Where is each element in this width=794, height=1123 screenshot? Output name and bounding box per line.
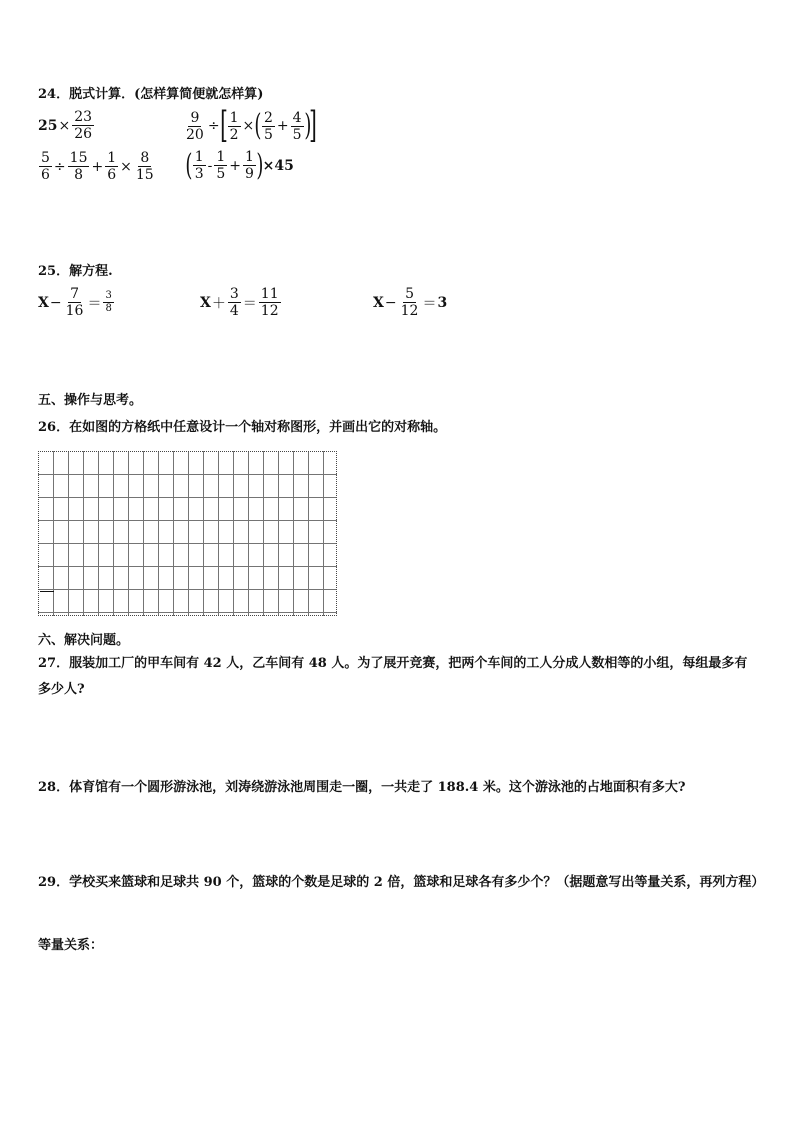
denominator: 5: [263, 126, 273, 143]
denominator: 6: [107, 167, 117, 183]
operator: ＋: [211, 295, 226, 312]
denominator: 12: [260, 303, 279, 319]
variable: X: [200, 294, 211, 311]
denominator: 5: [292, 126, 302, 143]
fraction: [64, 287, 86, 318]
variable: X: [373, 294, 384, 311]
q25-equation-2: [200, 287, 282, 318]
fraction: [399, 287, 421, 318]
operator: +: [91, 158, 104, 175]
fraction: [68, 151, 90, 182]
paren: (: [185, 147, 193, 183]
q24-expression-1: [38, 110, 95, 141]
numerator: 1: [107, 150, 117, 166]
numerator: 9: [190, 109, 200, 126]
denominator: 16: [65, 303, 84, 319]
multiplier: ×45: [262, 157, 294, 174]
q28-text: 28．体育馆有一个圆形游泳池，刘涛绕游泳池周围走一圈，一共走了 188.4 米。这个游泳池的占地面积有多大?: [38, 780, 686, 795]
denominator: 9: [245, 166, 254, 182]
result: 3: [437, 294, 448, 311]
equals-sign: ＝: [87, 295, 102, 312]
numerator: 2: [263, 109, 273, 126]
fraction: [214, 150, 227, 181]
q29-label: 等量关系：: [38, 938, 104, 953]
variable: X: [38, 294, 49, 311]
q25-title: 25．解方程.: [38, 264, 113, 279]
numerator: 1: [245, 149, 254, 165]
operator: ×: [120, 158, 132, 175]
denominator: 15: [135, 167, 154, 183]
q25-equation-3: [373, 287, 447, 318]
operator: ÷: [53, 158, 66, 175]
numerator: 1: [194, 149, 204, 165]
fraction: [103, 291, 113, 314]
denominator: 26: [74, 126, 93, 142]
fraction: [193, 150, 206, 181]
fraction: [39, 151, 52, 182]
operator: ×: [58, 117, 71, 134]
denominator: 12: [400, 303, 419, 319]
operator: −: [384, 294, 397, 311]
paren: ): [256, 147, 264, 183]
bracket: [: [219, 105, 228, 146]
fraction: [134, 151, 156, 182]
denominator: 20: [186, 126, 204, 143]
q24-title: 24．脱式计算．(怎样算简便就怎样算): [38, 87, 264, 102]
numerator: 3: [105, 290, 112, 301]
q24-expression-4: [185, 147, 294, 183]
numerator: 23: [74, 109, 93, 125]
q29-text: 29．学校买来篮球和足球共 90 个，篮球的个数是足球的 2 倍，篮球和足球各有多少个？（据题意写出等量关系，再列方程）: [38, 875, 765, 890]
denominator: 5: [216, 166, 226, 182]
fraction: [72, 110, 94, 141]
section-5-heading: 五、操作与思考。: [38, 393, 143, 408]
operator: −: [49, 294, 62, 311]
q25-equation-1: [38, 287, 115, 318]
q26-text: 26．在如图的方格纸中任意设计一个轴对称图形，并画出它的对称轴。: [38, 420, 447, 435]
q24-expression-2: [183, 105, 318, 146]
fraction: [259, 287, 281, 318]
fraction: [105, 151, 118, 182]
numerator: 5: [41, 150, 50, 166]
numerator: 4: [292, 109, 302, 126]
q24-expression-3: [38, 151, 157, 182]
numerator: 3: [229, 286, 239, 302]
grid-mark-line: [40, 591, 54, 592]
operator: ×: [242, 118, 255, 134]
fraction: [184, 111, 206, 142]
denominator: 2: [229, 126, 239, 143]
bracket: ]: [309, 105, 318, 146]
denominator: 6: [41, 167, 50, 183]
denominator: 8: [105, 303, 112, 314]
numerator: 1: [216, 149, 226, 165]
denominator: 8: [74, 167, 84, 183]
fraction: [243, 150, 256, 181]
numerator: 1: [229, 109, 239, 126]
numerator: 11: [260, 286, 279, 302]
operator: +: [229, 157, 242, 174]
numerator: 15: [69, 150, 88, 166]
operator: -: [207, 157, 213, 174]
whole-number: 25: [38, 117, 58, 134]
equals-sign: ＝: [242, 295, 257, 312]
q27-text: 27．服装加工厂的甲车间有 42 人，乙车间有 48 人。为了展开竞赛，把两个车间的工人分成人数相等的小组，每组最多有多少人?: [38, 656, 748, 697]
denominator: 4: [229, 303, 239, 319]
operator: +: [276, 118, 289, 134]
numerator: 5: [405, 286, 414, 302]
fraction: [228, 287, 241, 318]
fraction: [291, 111, 304, 142]
fraction: [228, 111, 241, 142]
paren: (: [254, 108, 262, 143]
fraction: [262, 111, 275, 142]
denominator: 3: [194, 166, 204, 182]
numerator: 7: [70, 286, 79, 302]
section-6-heading: 六、解决问题。: [38, 633, 130, 648]
grid-paper[interactable]: [38, 451, 337, 616]
paren: ): [303, 108, 311, 143]
equals-sign: ＝: [422, 295, 437, 312]
numerator: 8: [140, 150, 150, 166]
operator: ÷: [207, 118, 220, 134]
